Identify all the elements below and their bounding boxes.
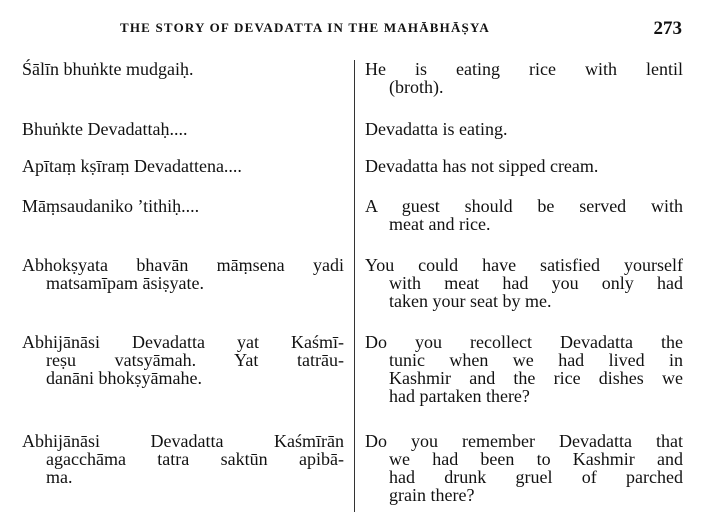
english-line: He is eating rice with lentil <box>365 59 683 79</box>
english-cell-1 <box>365 60 683 96</box>
page-number: 273 <box>653 18 682 39</box>
sanskrit-line: Abhokṣyata bhavān māṃsena yadi <box>22 255 344 275</box>
english-line: tunic when we had lived in <box>389 350 683 370</box>
sanskrit-line: Abhijānāsi Devadatta yat Kaśmī- <box>22 332 344 352</box>
sanskrit-cell-5 <box>22 256 344 292</box>
english-line: with meat had you only had <box>389 273 683 293</box>
sanskrit-cell-3 <box>22 157 344 175</box>
sanskrit-cell-2 <box>22 120 344 138</box>
sanskrit-line: agacchāma tatra saktūn apibā- <box>46 449 344 469</box>
english-line: A guest should be served with <box>365 196 683 216</box>
english-line: had partaken there? <box>389 386 530 406</box>
english-line: we had been to Kashmir and <box>389 449 683 469</box>
header-title: THE STORY OF DEVADATTA IN THE MAHĀBHĀṢYA <box>120 20 490 35</box>
sanskrit-line: reṣu vatsyāmah. Yat tatrāu- <box>46 350 344 370</box>
english-line: had drunk gruel of parched <box>389 467 683 487</box>
sanskrit-line: Abhijānāsi Devadatta Kaśmīrān <box>22 431 344 451</box>
sanskrit-line: matsamīpam āsiṣyate. <box>46 273 204 293</box>
sanskrit-line: Bhuṅkte Devadattaḥ.... <box>22 119 188 139</box>
sanskrit-line: Śālīn bhuṅkte mudgaiḥ. <box>22 59 194 79</box>
column-divider <box>354 60 355 512</box>
english-line: Do you recollect Devadatta the <box>365 332 683 352</box>
sanskrit-line: ma. <box>46 467 73 487</box>
english-line: Devadatta has not sipped cream. <box>365 156 599 176</box>
english-line: taken your seat by me. <box>389 291 552 311</box>
english-line: grain there? <box>389 485 475 505</box>
english-line: Do you remember Devadatta that <box>365 431 683 451</box>
english-cell-7 <box>365 432 683 504</box>
english-cell-3 <box>365 157 683 175</box>
sanskrit-line: Māṃsaudaniko ’tithiḥ.... <box>22 196 200 216</box>
english-cell-4 <box>365 197 683 233</box>
sanskrit-cell-7 <box>22 432 344 486</box>
english-line: You could have satisfied yourself <box>365 255 683 275</box>
sanskrit-cell-4 <box>22 197 344 215</box>
english-line: Kashmir and the rice dishes we <box>389 368 683 388</box>
english-cell-2 <box>365 120 683 138</box>
sanskrit-cell-6 <box>22 333 344 387</box>
sanskrit-line: Apītaṃ kṣīraṃ Devadattena.... <box>22 156 242 176</box>
sanskrit-cell-1 <box>22 60 344 78</box>
english-cell-5 <box>365 256 683 310</box>
english-line: (broth). <box>389 77 444 97</box>
english-cell-6 <box>365 333 683 405</box>
sanskrit-line: danāni bhokṣyāmahe. <box>46 368 202 388</box>
running-header <box>0 18 712 42</box>
english-line: meat and rice. <box>389 214 491 234</box>
english-line: Devadatta is eating. <box>365 119 508 139</box>
